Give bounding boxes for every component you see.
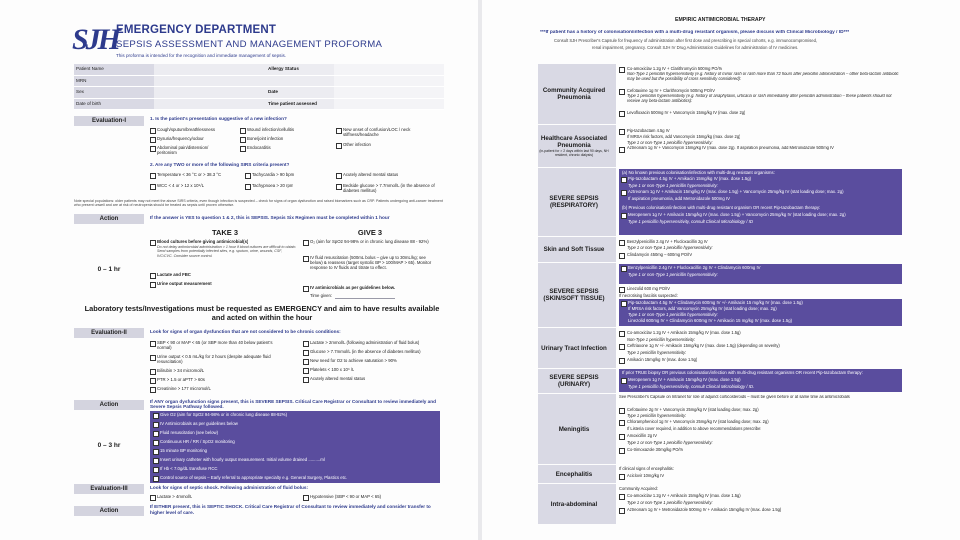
section-label: Encephalitis [538,465,610,483]
drug-option: Benzylpenicillin 2.4g IV + Flucloxacillin 2g IV + Clindamycin 600mg IV [628,265,761,270]
mrn-field[interactable] [154,76,264,87]
dob-field[interactable] [154,99,264,110]
evaluation-1-band: Evaluation-I [74,116,144,126]
bundle-checkbox[interactable] [153,431,159,437]
q1-checkbox[interactable] [150,137,156,143]
q1-checkbox[interactable] [150,146,156,152]
q1-item: Cough/sputum/breathlessness [157,127,216,132]
organ-checkbox[interactable] [150,369,156,375]
drug-checkbox[interactable] [621,190,627,196]
drug-note: Type 1 penicillin hypersensitivity (e.g. history of anaphylaxis, urticaria or rash immediately after penicillin administration – these patients should not receive any beta-lactam antibiotics): [627,94,892,103]
time-given-field[interactable] [335,298,395,299]
drug-note: Type 1 or non-Type 1 penicillin hypersensitivity: [628,272,718,277]
organ-item: Platelets < 100 x 10⁹ /L [310,367,355,372]
necrotising-fasciitis-box [619,299,902,326]
organ-checkbox[interactable] [150,341,156,347]
drug-option: Co-trimoxazole 30mg/kg PO/IV [627,447,684,452]
drug-option: Co-amoxiclav 1.2g IV + Clarithromycin 500mg PO/IV [627,66,723,71]
iv-antimicrobials-item: IV antimicrobials as per guidelines below. [310,285,396,290]
action-3-band: Action [74,506,144,516]
q2-item: Bedside glucose > 7.7mmol/L (in the absence of diabetes mellitus) [343,183,435,194]
drug-checkbox[interactable] [619,240,625,246]
date-label: Date [264,87,334,98]
lactate-4-checkbox[interactable] [150,495,156,501]
time-window-1hr: 0 – 1 hr [97,266,121,273]
q1-checkbox[interactable] [336,128,342,134]
drug-option: Chloramphenicol 1g IV + Vancomycin 25mg/kg IV (stat loading dose; max. 2g) [627,419,769,424]
urine-output-item: Urine output measurement [157,281,212,286]
drug-checkbox[interactable] [619,67,625,73]
mdr-condition: (b) Previous colonisation/infection with multi-drug resistant organism OR recent Pip-tazobactam therapy: [622,205,821,210]
drug-note: If aspiration pneumonia, add Metronidazole 500mg IV [628,196,730,201]
bundle-checkbox[interactable] [153,422,159,428]
drug-checkbox[interactable] [619,147,625,153]
blood-cultures-checkbox[interactable] [150,240,156,246]
drug-option: Aciclovir 10mg/kg IV [627,473,665,478]
q2-checkbox[interactable] [245,173,251,179]
bundle-checkbox[interactable] [153,458,159,464]
drug-checkbox[interactable] [619,331,625,337]
organ-checkbox[interactable] [150,378,156,384]
bundle-checkbox[interactable] [153,413,159,419]
drug-checkbox[interactable] [619,434,625,440]
drug-note: If MRSA risk factors, add Vancomycin 15mg/kg (max. dose 2g) [627,134,741,139]
section-label: Skin and Soft Tissue [538,237,610,262]
section-label: Intra-abdominal [538,484,610,524]
drug-note: Type 1 penicillin hypersensitivity, consult Clinical Microbiology / ID. [628,384,755,389]
drug-note: If MRSA risk factors, add Vancomycin 25mg/kg IV (stat loading dose; max. 2g) [628,306,777,311]
urine-output-checkbox[interactable] [150,282,156,288]
lactate-fbc-item: Lactate and FBC [157,272,191,277]
section-label: Community Acquired Pneumonia [538,64,610,124]
drug-checkbox[interactable] [619,129,625,135]
bundle-item: Insert urinary catheter with hourly output measurement. Initial volume drained ..........ml [160,457,325,462]
proforma-title: SEPSIS ASSESSMENT AND MANAGEMENT PROFORMA [116,39,383,50]
organ-checkbox[interactable] [303,368,309,374]
bundle-item: Fluid resuscitation (see below) [160,430,219,435]
drug-checkbox[interactable] [619,448,625,454]
q1-item: Endocarditis [247,145,271,150]
hap-label: Healthcare Associated Pneumonia [540,135,608,149]
q1-item: Abdominal pain/distension/ peritonism [157,145,209,156]
severe-respiratory-box [619,169,902,235]
q2-item: Tachycardia > 90 bpm [252,172,295,177]
drug-checkbox[interactable] [619,474,625,480]
organ-checkbox[interactable] [303,350,309,356]
bundle-item: 15 minute BP monitoring [160,448,207,453]
patient-name-field[interactable] [154,64,264,75]
drug-note: Type 1 penicillin hypersensitivity: [627,350,687,355]
drug-option: Cefotaxime 2g IV + Vancomycin 25mg/kg IV (stat loading dose; max. 2g) [627,407,759,412]
q2-checkbox[interactable] [150,184,156,190]
sex-field[interactable] [154,87,264,98]
action-2-band: Action [74,400,144,410]
organ-dysfunction-instruction: Look for signs of organ dysfunction that are not considered to be chronic conditions: [150,329,341,334]
drug-checkbox[interactable] [621,177,627,183]
sex-label: Sex [74,87,154,98]
drug-option: Amikacin 15mg/kg IV (max. dose 1.5g) [627,357,698,362]
organ-item: Urine output < 0.5 mL/kg for 2 hours (despite adequate fluid resuscitation) [157,354,271,364]
hap-note: (in-patient for > 2 days within last 90 days, NH resident, chronic dialysis) [539,149,609,157]
organ-item: PTR > 1.5 or aPTT > 60s [157,377,205,382]
organ-checkbox[interactable] [303,359,309,365]
proforma-page [0,0,478,540]
section-label: SEVERE SEPSIS (URINARY) [538,369,610,393]
drug-option: Co-amoxiclav 1.2g IV + Amikacin 15mg/kg IV (max. dose 1.5g) [627,493,741,498]
hypotensive-item: Hypotensive (SBP < 90 or MAP < 65) [310,494,382,499]
time-assessed-label: Time patient assessed [264,99,334,110]
patient-details-grid [74,64,444,110]
q1-item: Bone/joint infection [247,136,284,141]
drug-note: Type 1 or non-Type 1 penicillin hypersensitivity: [628,312,718,317]
q1-checkbox[interactable] [336,143,342,149]
encephalitis-condition: If clinical signs of encephalitis: [619,466,674,471]
department-title: EMERGENCY DEPARTMENT [116,24,277,36]
drug-note: Type 1 or non-Type 1 penicillin hypersensitivity: [627,245,713,250]
sepsis-six-instruction: If the answer is YES to question 1 & 2, this is SEPSIS. Sepsis Six Regimen must be completed within 1 hour [150,215,390,220]
bundle-checkbox[interactable] [153,467,159,473]
drug-checkbox[interactable] [619,420,625,426]
mrn-label: MRN [74,76,154,87]
organ-item: Lactate > 2mmol/L (following administration of fluid bolus) [310,340,420,345]
time-given-label: Time given: [310,293,333,298]
q1-item: New onset of confusion/LOC / neck stiffness/headache [343,127,411,138]
drug-checkbox[interactable] [619,358,625,364]
drug-option: Ceftriaxone 1g IV +/- Amikacin 15mg/kg IV (max. dose 1.5g) (depending on severity) [627,343,780,348]
q2-checkbox[interactable] [245,184,251,190]
drug-option: Pip-tazobactam 4.5g IV + Clindamycin 600mg IV +/- Amikacin 15 mg/kg IV (max. dose 1.5g) [628,300,803,305]
organ-checkbox[interactable] [150,355,156,361]
q1-item: Other infection [343,142,371,147]
organ-item: Acutely altered mental status [310,376,366,381]
q1-checkbox[interactable] [240,128,246,134]
bundle-item: Give O2 (aim for SpO2 94-98% or in chronic lung disease 88-92%) [160,412,288,417]
drug-option: Meropenem 1g IV + Amikacin 15mg/kg IV (max. dose 1.5g) [628,377,741,382]
give-3-heading: GIVE 3 [357,228,383,237]
q2-item: Temperature < 36 °C or > 38.3 °C [157,172,222,177]
question-1: 1. Is the patient's presentation suggestive of a new infection? [150,116,287,121]
allergy-status-field[interactable] [334,64,444,75]
mdr-warning: ***If patient has a history of colonisation/infection with a multi-drug resistant organism, please discuss with Clinical Microbiology / ID*** [540,30,850,35]
q2-checkbox[interactable] [150,173,156,179]
drug-checkbox[interactable] [619,89,625,95]
bundle-item: IV Antimicrobials as per guidelines below [160,421,238,426]
q1-checkbox[interactable] [240,137,246,143]
nf-condition: If necrotising fasciitis suspected: [619,293,678,298]
date-field[interactable] [334,87,444,98]
steroid-note: See Prescriber's Capsule on Intranet for role of adjunct corticosteroids – must be given before or at same time as antimicrobials [619,395,850,399]
organ-item: New need for O2 to achieve saturation > 90% [310,358,397,363]
time-window-3hr: 0 – 3 hr [97,442,121,449]
drug-note: Type 1 or non-Type 1 penicillin hypersensitivity: [627,140,713,145]
section-label [538,125,610,167]
bundle-item: If Hb < 7.0g/dL transfuse RCC [160,466,218,471]
organ-item: Bilirubin > 34 micromol/L [157,368,205,373]
patient-name-label: Patient Name [74,64,154,75]
q2-checkbox[interactable] [336,184,342,190]
mdr-condition: (a) No known previous colonisation/infection with multi-drug resistant organisms: [622,170,775,175]
organ-item: SBP < 90 or MAP < 65 (or SBP more than 40 below patient's normal) [157,340,273,350]
drug-note: Type 1 or non-Type 1 penicillin hypersensitivity: [627,500,713,505]
hypotensive-checkbox[interactable] [303,495,309,501]
mdr-condition: If prior TRUE biopsy OR previous colonisation/infection with multi-drug resistant organisms OR recent Pip-tazobactam therapy: [622,370,863,375]
lactate-4-item: Lactate > 4mmol/L [157,494,193,499]
drug-note: Type 1 or non-Type 1 penicillin hypersensitivity: [628,183,718,188]
drug-note: Type 1 penicillin hypersensitivity: [627,413,687,418]
q2-item: WCC < 4 or > 12 x 10⁹/L [157,183,204,188]
drug-option: Cefotaxime 1g IV + Clarithromycin 500mg PO/IV [627,88,715,93]
question-2: 2. Are any TWO or more of the following SIRS criteria present? [150,162,290,167]
drug-option: Aztreonam 1g IV + Metronidazole 500mg IV + Amikacin 15mg/kg IV (max. dose 1.5g) [627,507,782,512]
drug-checkbox[interactable] [619,408,625,414]
section-label: SEVERE SEPSIS (RESPIRATORY) [538,168,610,236]
q2-checkbox[interactable] [336,173,342,179]
septic-shock-action: If EITHER present, this is SEPTIC SHOCK. Critical Care Registrar of Consultant to review immediately and consider transfer to higher level of care. [150,504,431,515]
drug-option: Benzylpenicillin 2.4g IV + Flucloxacillin 2g IV [627,239,708,244]
iv-fluid-item: IV fluid resuscitation (500mL bolus – give up to 30mL/kg; see below) & reassess (target systolic BP > 100/MAP > 65). Monitor response to IV fluids and titrate to effect. [310,255,432,271]
q1-checkbox[interactable] [240,146,246,152]
drug-option: Meropenem 1g IV + Amikacin 15mg/kg IV (max. dose 1.5g) + Vancomycin 25mg/kg IV (stat loading dose; max. 2g) [628,212,846,217]
iv-antimicrobials-checkbox[interactable] [303,286,309,292]
q2-item: Tachypnoea > 20 rpm [252,183,294,188]
blood-cultures-note: Do not delay antimicrobial administration > 1 hour if blood cultures are difficult to obtain. Send samples from potentially infected sites, e.g. sputum, urine, wounds, CSF, IVC/CVC. Consider source control. [157,245,297,258]
proforma-note: This proforma is intended for the recognition and immediate management of sepsis. [116,53,287,58]
organ-checkbox[interactable] [303,377,309,383]
drug-checkbox[interactable] [621,378,627,384]
organ-checkbox[interactable] [150,387,156,393]
drug-option: Aztreonam 1g IV + Amikacin 15mg/kg IV (max. dose 1.5g) + Vancomycin 25mg/kg IV (stat loading dose; max. 2g) [628,189,844,194]
drug-checkbox[interactable] [621,213,627,219]
severe-urinary-box [619,369,902,392]
organ-checkbox[interactable] [303,341,309,347]
drug-option: Co-amoxiclav 1.2g IV + Amikacin 15mg/kg IV (max. dose 1.5g) [627,330,741,335]
evaluation-3-band: Evaluation-III [74,484,144,494]
blood-cultures-item: Blood cultures before giving antimicrobial(s) [157,239,249,244]
section-label: SEVERE SEPSIS (SKIN/SOFT TISSUE) [538,263,610,327]
organ-item: Glucose > 7.7mmol/L (in the absence of diabetes mellitus) [310,349,421,354]
drug-note: Non-Type 1 penicillin hypersensitivity (e.g. history of minor rash or rash more than 72 hours after penicillin administration – other beta-lactam antibiotic may be used but the possibility of cross sensitivity considered): [627,72,899,81]
bundle-item: Control source of sepsis – Early referral to appropriate specialty e.g. General Surgery, Plastics etc. [160,475,348,480]
evaluation-2-band: Evaluation-II [74,328,144,338]
drug-option: Clindamycin 450mg – 600mg PO/IV [627,252,693,257]
organ-item: Creatinine > 177 micromol/L [157,386,211,391]
drug-note: Non-Type 1 penicillin hypersensitivity: [627,337,696,342]
bundle-item: Continuous HR / RR / SpO2 monitoring [160,439,235,444]
lactate-fbc-checkbox[interactable] [150,273,156,279]
lab-tests-banner: Laboratory tests/Investigations must be requested as EMERGENCY and aim to have results available and acted on within the hour [84,304,440,322]
drug-option: Aztreonam 1g IV + Vancomycin 15mg/kg IV (max. dose 2g). If aspiration pneumonia, add Metronidazole 500mg IV [627,146,834,150]
drug-option: Pip-tazobactam 4.5g IV + Amikacin 15mg/kg IV (max. dose 1.5g) [628,176,752,181]
bundle-checkbox[interactable] [153,476,159,482]
drug-option: Amoxicillin 2g IV [627,433,658,438]
consult-line-2: renal impairment, pregnancy. Consult SJH IV Drug Administration Guidelines for administration of IV medicines. [592,45,799,50]
dob-label: Date of birth [74,99,154,110]
q1-item: Wound infection/cellulitis [247,127,294,132]
therapy-header: EMPIRIC ANTIMICROBIAL THERAPY [675,17,766,23]
ia-condition: Community Acquired: [619,486,658,491]
oxygen-item: O₂ (aim for SpO2 94-98% or in chronic lung disease 88 - 92%) [310,239,429,244]
drug-note: If Listeria cover required, in addition to above recommendations prescribe: [627,426,762,431]
special-populations-note: Note special populations: older patients may not meet the above SIRS criteria, even though infection is suspected – check for signs of organ dysfunction and raised biomarkers such as CRP. Patients undergoing anti-cancer treatment who present unwell and are at risk of neutropenia should be treated as sepsis until proven otherwise. [74,199,443,208]
iv-fluid-checkbox[interactable] [303,256,309,262]
action-1-band: Action [74,214,144,224]
drug-checkbox[interactable] [619,344,625,350]
time-assessed-field[interactable] [334,99,444,110]
bundle-checkbox[interactable] [153,440,159,446]
drug-option: Levofloxacin 500mg IV + Vancomycin 15mg/kg IV (max. dose 2g) [627,110,746,115]
hospital-logo: SJH [72,23,119,56]
septic-shock-instruction: Look for signs of septic shock. Following administration of fluid bolus: [150,485,309,490]
drug-checkbox[interactable] [619,494,625,500]
q1-item: Dysuria/frequency/odour [157,136,204,141]
consult-line-1: Consult SJH Prescriber's Capsule for frequency of administration after first dose and prescribing in special cohorts, e.g. immunocompromised, [554,38,818,43]
drug-checkbox[interactable] [619,508,625,514]
drug-checkbox[interactable] [619,111,625,117]
drug-option: Linezolid 600 mg PO/IV [627,286,671,291]
q2-item: Acutely altered mental status [343,172,399,177]
severe-skin-box [619,264,902,284]
drug-note: Type 1 penicillin hypersensitivity, consult Clinical Microbiology / ID [628,219,753,224]
q1-checkbox[interactable] [150,128,156,134]
drug-note: Type 1 or non-Type 1 penicillin hypersensitivity: [627,440,713,445]
allergy-status-label: Allergy Status [264,64,334,75]
bundle-checkbox[interactable] [153,449,159,455]
section-label: Meningitis [538,394,610,464]
drug-option: Linezolid 600mg IV + Clindamycin 600mg IV + Amikacin 15 mg/kg IV (max. dose 1.5g) [628,318,793,323]
drug-checkbox[interactable] [619,253,625,259]
oxygen-checkbox[interactable] [303,240,309,246]
severe-sepsis-bundle [150,411,440,483]
section-label: Urinary Tract Infection [538,328,610,368]
antimicrobial-page [482,0,960,540]
take-3-heading: TAKE 3 [211,228,239,237]
drug-checkbox[interactable] [621,266,627,272]
severe-sepsis-instruction: If ANY organ dysfunction signs present, this is SEVERE SEPSIS. Critical Care Registrar or Consultant to review immediately and Severe Sepsis Pathway followed. [150,399,437,410]
drug-option: Pip-tazobactam 4.5g IV [627,128,670,133]
drug-checkbox[interactable] [621,301,627,307]
